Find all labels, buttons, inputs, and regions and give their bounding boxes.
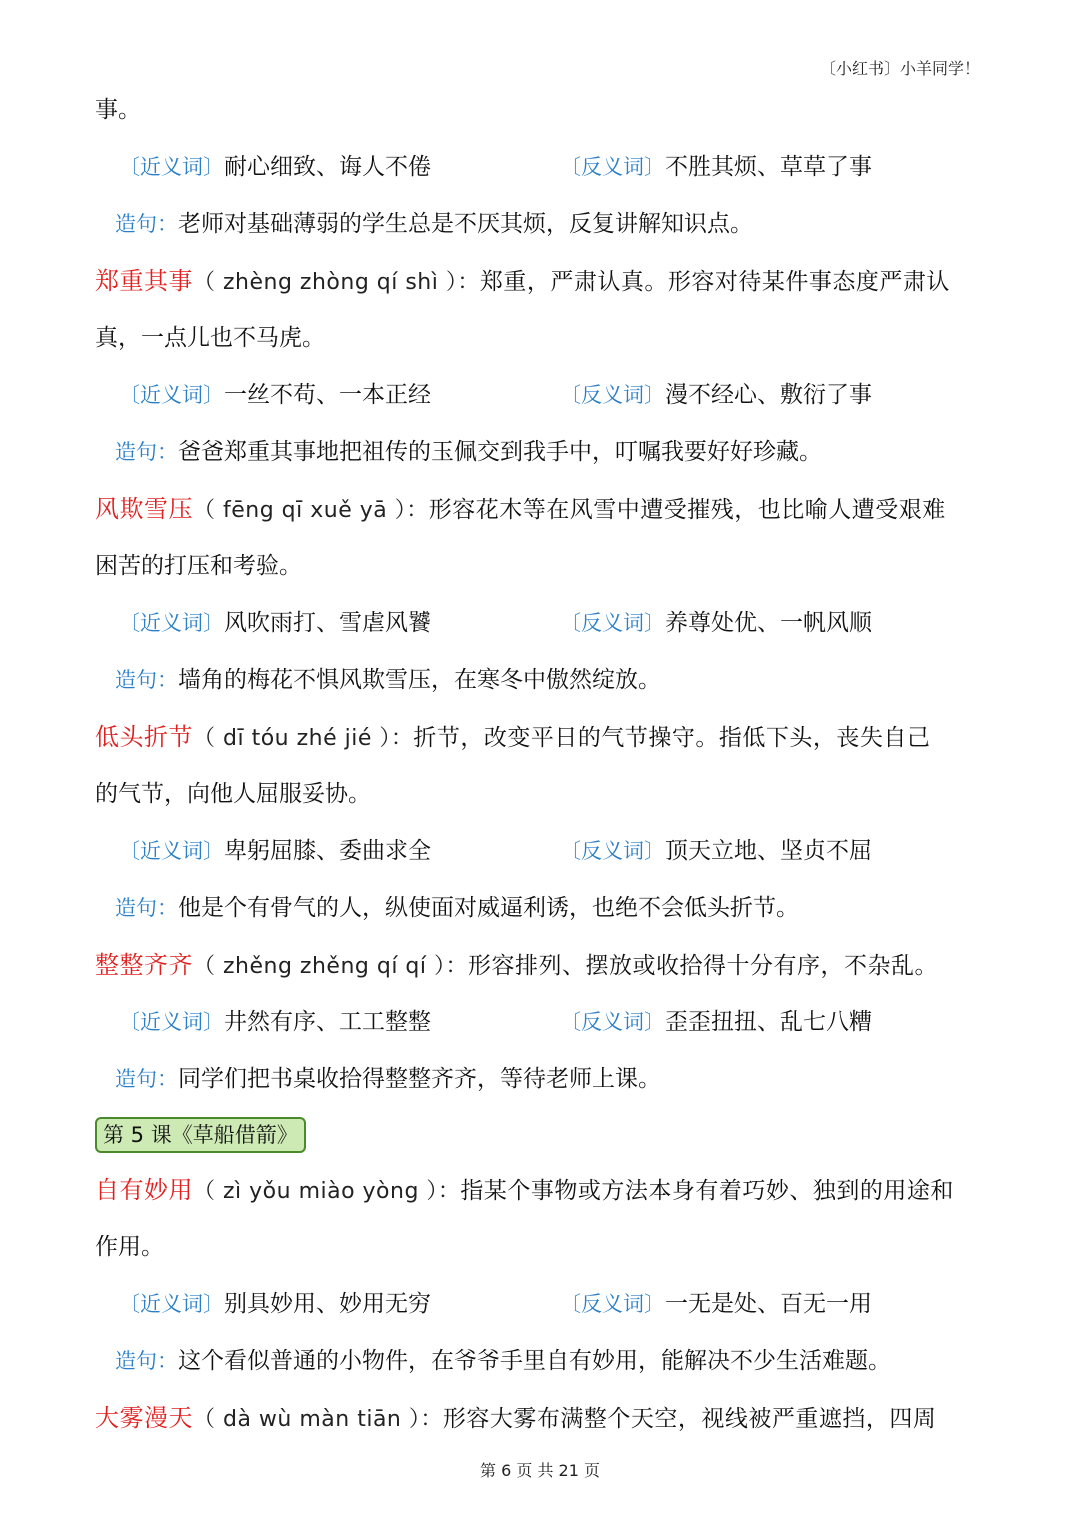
example-label: 造句：: [115, 212, 178, 236]
example-sentence: 同学们把书桌收拾得整整齐齐，等待老师上课。: [178, 1066, 661, 1092]
idiom-term: 风欺雪压: [95, 495, 193, 523]
idiom-definition-continued: 的气节，向他人屈服妥协。: [95, 781, 371, 807]
idiom-definition-row: [95, 253, 990, 310]
antonyms: 顶天立地、坚贞不屈: [665, 838, 872, 864]
example-row: [95, 880, 990, 937]
synonym-antonym-row: [95, 595, 990, 652]
idiom-term: 低头折节: [95, 723, 193, 751]
idiom-definition-continued: 真，一点儿也不马虎。: [95, 325, 325, 351]
page-header-source: 〔小红书〕小羊同学！: [819, 59, 980, 78]
synonym-antonym-row: [95, 367, 990, 424]
idiom-pinyin: （ zhèng zhòng qí shì ）：: [193, 270, 480, 295]
antonym-label: 〔反义词〕: [560, 383, 665, 407]
idiom-pinyin: （ fēng qī xuě yā ）：: [193, 498, 429, 523]
antonyms: 一无是处、百无一用: [665, 1291, 872, 1317]
example-label: 造句：: [115, 896, 178, 920]
lesson-heading: 第 5 课《草船借箭》: [95, 1117, 306, 1153]
idiom-term: 大雾漫天: [95, 1404, 193, 1432]
synonym-antonym-row: [95, 1276, 990, 1333]
idiom-term: 自有妙用: [95, 1176, 193, 1204]
antonym-label: 〔反义词〕: [560, 839, 665, 863]
text-fragment: 事。: [95, 97, 141, 123]
idiom-pinyin: （ zhěng zhěng qí qí ）：: [193, 954, 468, 979]
example-sentence: 墙角的梅花不惧风欺雪压，在寒冬中傲然绽放。: [178, 667, 661, 693]
idiom-definition: 形容排列、摆放或收拾得十分有序，不杂乱。: [468, 953, 938, 979]
synonyms: 卑躬屈膝、委曲求全: [224, 838, 431, 864]
idiom-definition-row: [95, 709, 990, 766]
example-label: 造句：: [115, 668, 178, 692]
idiom-definition-row: [95, 1162, 990, 1219]
example-sentence: 老师对基础薄弱的学生总是不厌其烦，反复讲解知识点。: [178, 211, 753, 237]
example-row: [95, 1051, 990, 1108]
idiom-definition: 郑重，严肃认真。形容对待某件事态度严肃认: [479, 269, 950, 295]
page-content: [95, 82, 990, 1447]
example-label: 造句：: [115, 1067, 178, 1091]
synonym-label: 〔近义词〕: [119, 1010, 224, 1034]
example-row: [95, 196, 990, 253]
antonyms: 歪歪扭扭、乱七八糟: [665, 1009, 872, 1035]
synonym-antonym-row: [95, 994, 990, 1051]
example-sentence: 这个看似普通的小物件，在爷爷手里自有妙用，能解决不少生活难题。: [178, 1348, 891, 1374]
example-sentence: 他是个有骨气的人，纵使面对威逼利诱，也绝不会低头折节。: [178, 895, 799, 921]
antonym-label: 〔反义词〕: [560, 1292, 665, 1316]
idiom-definition-continued: 困苦的打压和考验。: [95, 553, 302, 579]
page-footer-number: 第 6 页 共 21 页: [480, 1461, 600, 1480]
antonyms: 漫不经心、敷衍了事: [665, 382, 872, 408]
idiom-definition: 折节，改变平日的气节操守。指低下头，丧失自己: [413, 725, 931, 751]
synonym-label: 〔近义词〕: [119, 839, 224, 863]
synonym-label: 〔近义词〕: [119, 155, 224, 179]
synonym-label: 〔近义词〕: [119, 383, 224, 407]
idiom-pinyin: （ dà wù màn tiān ）：: [193, 1407, 443, 1432]
idiom-definition: 指某个事物或方法本身有着巧妙、独到的用途和: [460, 1178, 954, 1204]
idiom-definition-row: [95, 481, 990, 538]
example-row: [95, 652, 990, 709]
antonyms: 不胜其烦、草草了事: [665, 154, 872, 180]
idiom-term: 整整齐齐: [95, 951, 193, 979]
idiom-pinyin: （ dī tóu zhé jié ）：: [193, 726, 414, 751]
antonym-label: 〔反义词〕: [560, 611, 665, 635]
synonym-label: 〔近义词〕: [119, 1292, 224, 1316]
idiom-definition-row: [95, 1390, 990, 1447]
idiom-pinyin: （ zì yǒu miào yòng ）：: [193, 1179, 461, 1204]
synonyms: 风吹雨打、雪虐风饕: [224, 610, 431, 636]
antonym-label: 〔反义词〕: [560, 155, 665, 179]
synonyms: 井然有序、工工整整: [224, 1009, 431, 1035]
synonyms: 一丝不苟、一本正经: [224, 382, 431, 408]
idiom-definition-continued: 作用。: [95, 1234, 164, 1260]
example-row: [95, 424, 990, 481]
antonym-label: 〔反义词〕: [560, 1010, 665, 1034]
example-label: 造句：: [115, 1349, 178, 1373]
idiom-definition: 形容花木等在风雪中遭受摧残，也比喻人遭受艰难: [428, 497, 946, 523]
example-row: [95, 1333, 990, 1390]
synonyms: 别具妙用、妙用无穷: [224, 1291, 431, 1317]
synonym-antonym-row: [95, 139, 990, 196]
idiom-definition-row: [95, 937, 990, 994]
antonyms: 养尊处优、一帆风顺: [665, 610, 872, 636]
synonym-label: 〔近义词〕: [119, 611, 224, 635]
idiom-term: 郑重其事: [95, 267, 193, 295]
lesson-heading-row: [95, 1108, 990, 1162]
synonyms: 耐心细致、诲人不倦: [224, 154, 431, 180]
example-sentence: 爸爸郑重其事地把祖传的玉佩交到我手中，叮嘱我要好好珍藏。: [178, 439, 822, 465]
example-label: 造句：: [115, 440, 178, 464]
idiom-definition: 形容大雾布满整个天空，视线被严重遮挡，四周: [442, 1406, 937, 1432]
synonym-antonym-row: [95, 823, 990, 880]
